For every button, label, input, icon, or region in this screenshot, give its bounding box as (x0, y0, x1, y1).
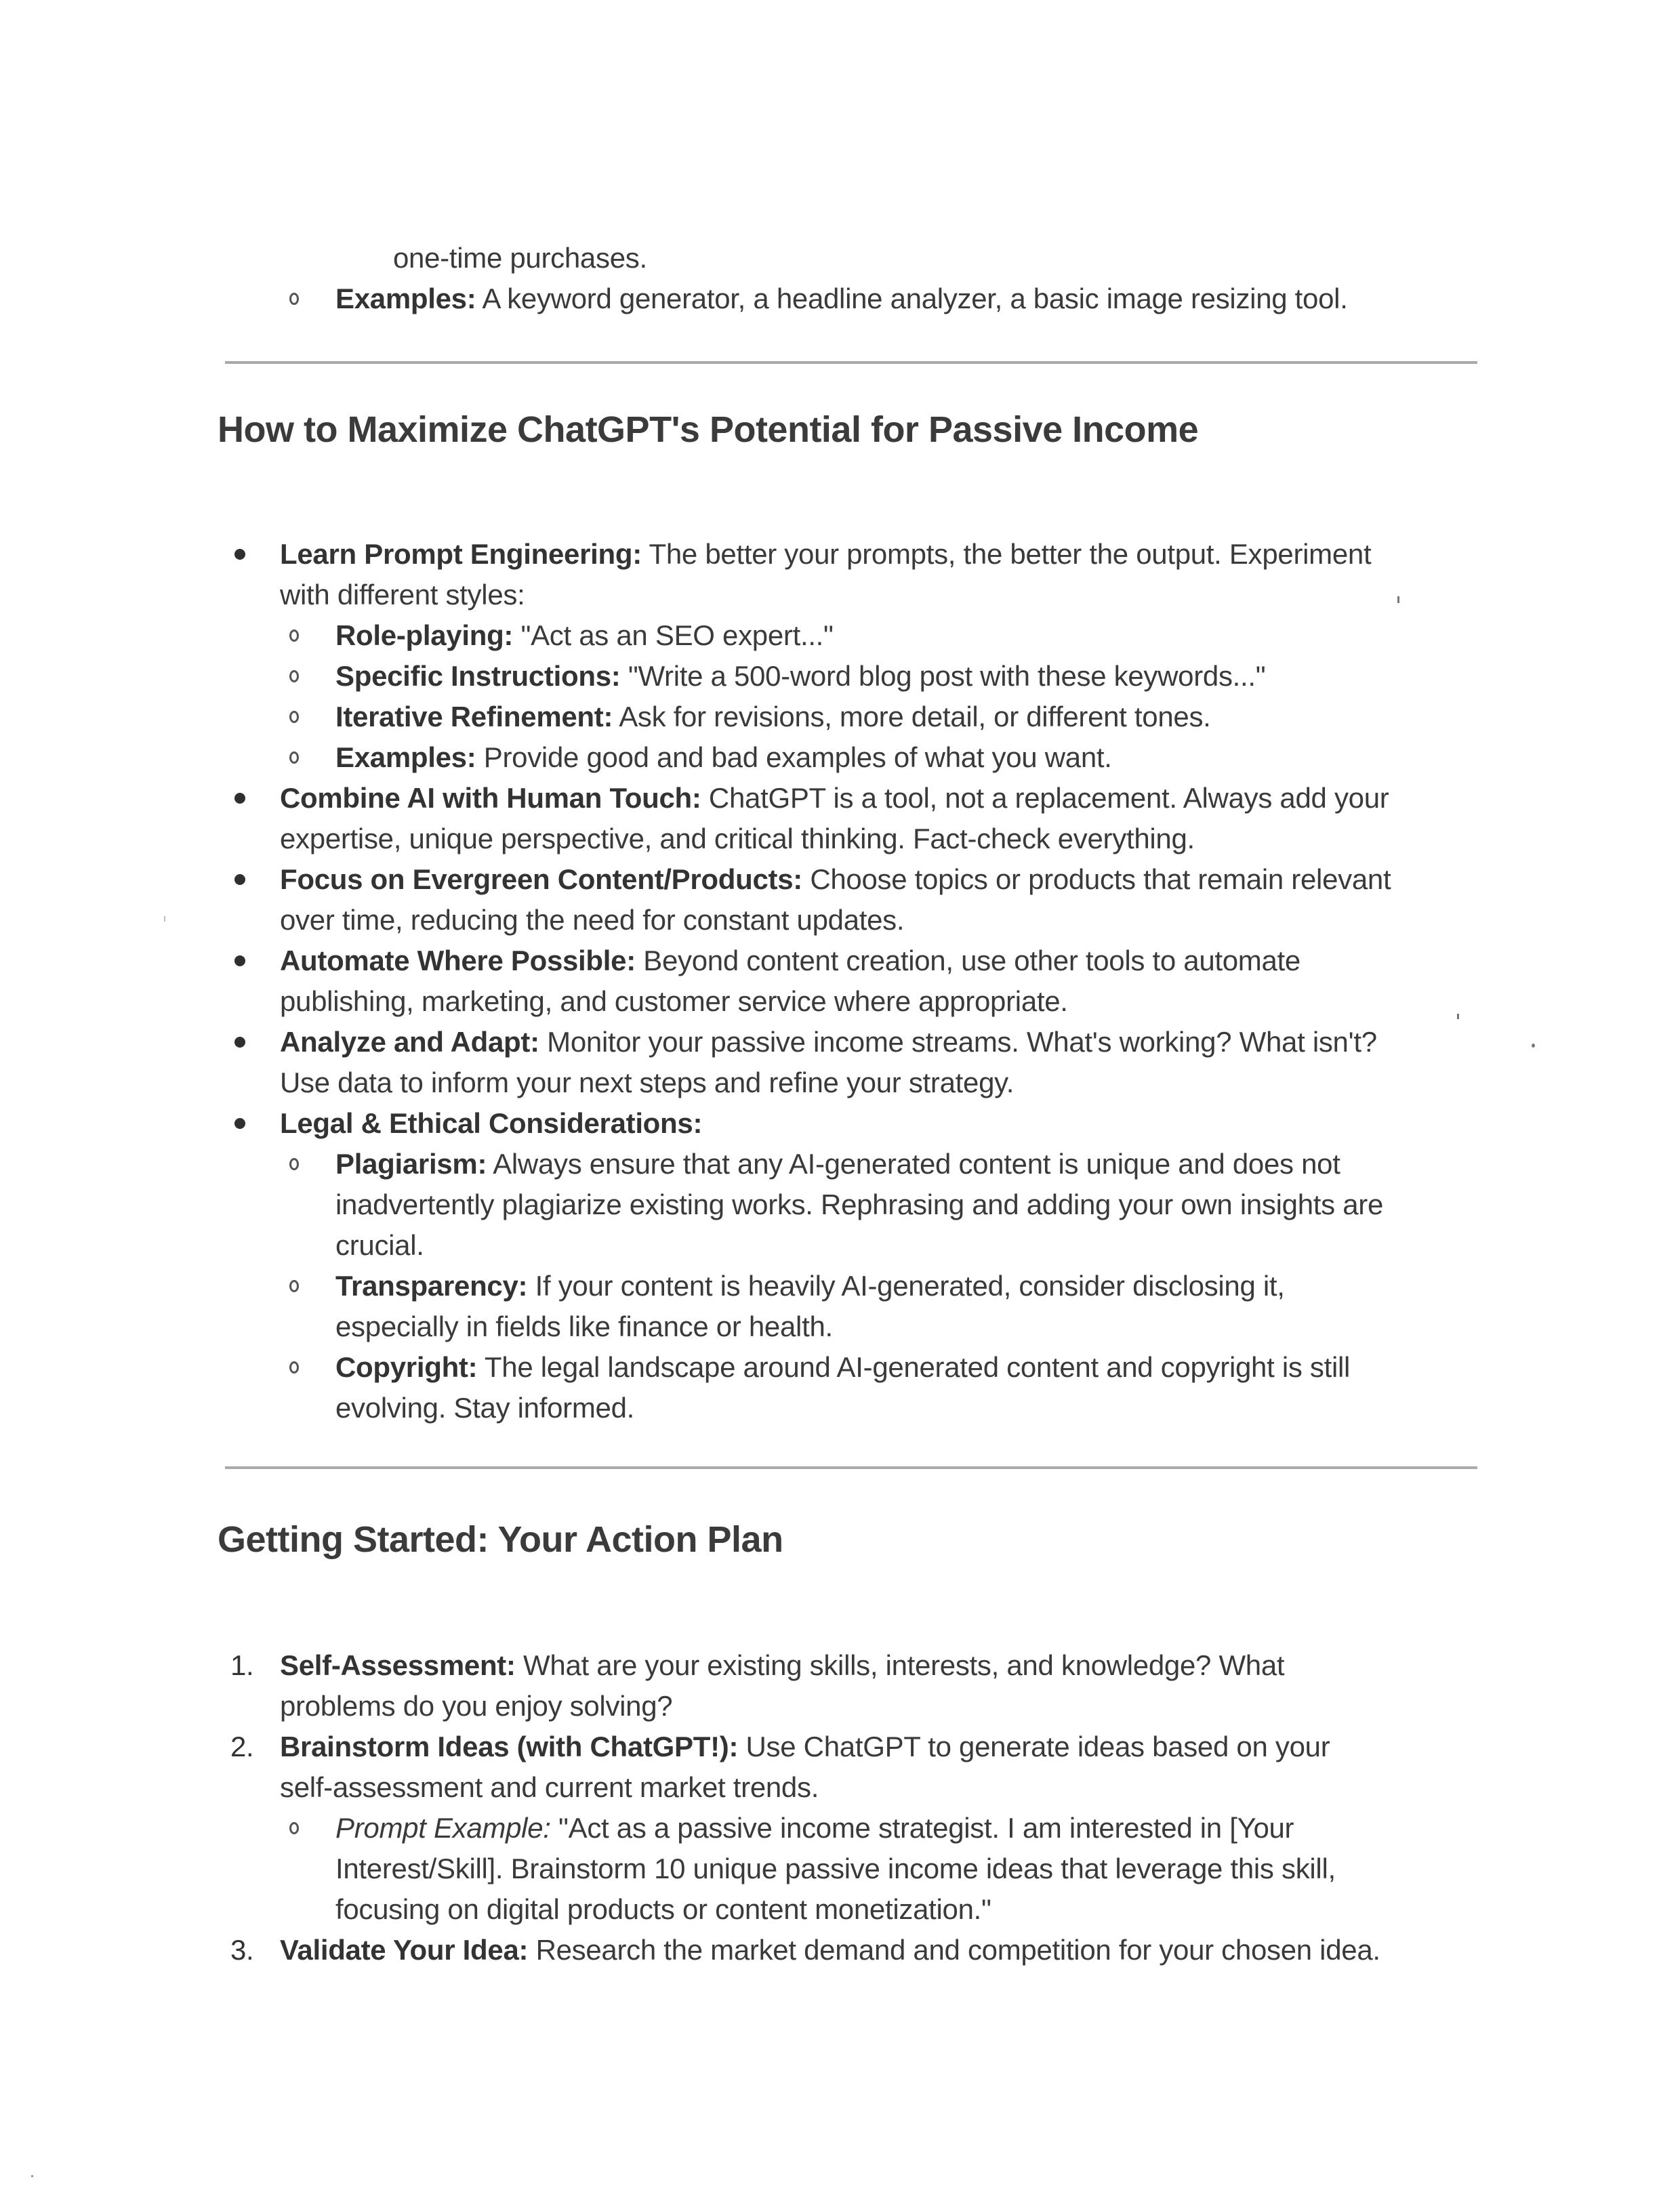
item-label: Prompt Example: (335, 1812, 551, 1844)
item-text: Research the market demand and competition for your chosen idea. (528, 1934, 1380, 1966)
item-text-continuation: publishing, marketing, and customer service where appropriate. (280, 985, 1068, 1017)
item-text-continuation: crucial. (335, 1229, 424, 1261)
item-label: Analyze and Adapt: (280, 1026, 539, 1058)
item-text: A keyword generator, a headline analyzer, a basic image resizing tool. (476, 283, 1348, 314)
item-label: Focus on Evergreen Content/Products: (280, 863, 802, 895)
item-label: Specific Instructions: (335, 660, 621, 692)
item-text: What are your existing skills, interests, and knowledge? What (515, 1649, 1285, 1681)
circle-bullet-icon (289, 670, 299, 682)
item-text-continuation: self-assessment and current market trends. (280, 1771, 819, 1803)
item-text: "Act as a passive income strategist. I am interested in [Your (550, 1812, 1294, 1844)
item-text: "Act as an SEO expert..." (513, 619, 834, 651)
scan-speck (1532, 1044, 1535, 1048)
list-item (335, 1808, 1294, 1849)
item-text-continuation: Use data to inform your next steps and refine your strategy. (280, 1067, 1015, 1098)
circle-bullet-icon (289, 1361, 299, 1374)
item-label: Learn Prompt Engineering: (280, 538, 642, 570)
circle-bullet-icon (289, 293, 299, 305)
item-label: Copyright: (335, 1351, 478, 1383)
item-label: Validate Your Idea: (280, 1934, 529, 1966)
circle-bullet-icon (289, 711, 299, 723)
item-text-continuation: especially in fields like finance or health. (335, 1310, 833, 1342)
item-label: Role-playing: (335, 619, 514, 651)
horizontal-divider (225, 1466, 1477, 1469)
list-item (280, 859, 1391, 900)
list-item (280, 1645, 1284, 1686)
item-text-continuation: Interest/Skill]. Brainstorm 10 unique passive income ideas that leverage this skill, (335, 1853, 1336, 1884)
item-text: The legal landscape around AI-generated content and copyright is still (477, 1351, 1351, 1383)
item-text-continuation: evolving. Stay informed. (335, 1392, 635, 1424)
item-label: Examples: (335, 283, 476, 314)
list-item (280, 534, 1371, 575)
disc-bullet-icon (234, 793, 245, 804)
list-item (335, 737, 1112, 778)
list-item (335, 1144, 1340, 1184)
scan-speck (164, 916, 165, 922)
list-item (280, 778, 1389, 819)
item-text-continuation: expertise, unique perspective, and critical thinking. Fact-check everything. (280, 823, 1195, 854)
step-number: 3. (230, 1934, 254, 1966)
item-label: Iterative Refinement: (335, 701, 613, 732)
item-text-continuation: focusing on digital products or content monetization." (335, 1893, 991, 1925)
section-heading: How to Maximize ChatGPT's Potential for Passive Income (218, 409, 1199, 450)
list-item (280, 1930, 1380, 1970)
disc-bullet-icon (234, 1037, 245, 1048)
disc-bullet-icon (234, 549, 245, 560)
item-text-continuation: over time, reducing the need for constant updates. (280, 904, 905, 936)
list-item (280, 1103, 702, 1144)
item-text: Monitor your passive income streams. What's working? What isn't? (539, 1026, 1377, 1058)
step-number: 1. (230, 1649, 254, 1681)
list-item (335, 1347, 1350, 1388)
item-label: Examples: (335, 741, 476, 773)
scan-speck (31, 2175, 33, 2177)
item-label: Plagiarism: (335, 1148, 487, 1180)
item-text-continuation: inadvertently plagiarize existing works. Rephrasing and adding your own insights are (335, 1189, 1384, 1220)
item-text: Ask for revisions, more detail, or different tones. (613, 701, 1211, 732)
item-text: The better your prompts, the better the output. Experiment (641, 538, 1372, 570)
item-text-continuation: problems do you enjoy solving? (280, 1690, 673, 1722)
list-item (335, 1266, 1285, 1306)
circle-bullet-icon (289, 1822, 299, 1834)
circle-bullet-icon (289, 1280, 299, 1292)
item-label: Combine AI with Human Touch: (280, 782, 701, 814)
item-text: Use ChatGPT to generate ideas based on your (738, 1731, 1330, 1762)
scan-speck (1457, 1014, 1459, 1019)
disc-bullet-icon (234, 1118, 245, 1129)
continuation-text: one-time purchases. (393, 242, 647, 274)
item-label: Self-Assessment: (280, 1649, 516, 1681)
disc-bullet-icon (234, 955, 245, 966)
item-text: If your content is heavily AI-generated, consider disclosing it, (527, 1270, 1285, 1302)
list-item (280, 1727, 1330, 1767)
item-text-continuation: with different styles: (280, 579, 525, 611)
disc-bullet-icon (234, 874, 245, 885)
horizontal-divider (225, 361, 1477, 364)
section-heading: Getting Started: Your Action Plan (218, 1519, 783, 1560)
step-number: 2. (230, 1731, 254, 1762)
item-text: Beyond content creation, use other tools to automate (635, 945, 1300, 976)
item-label: Transparency: (335, 1270, 528, 1302)
item-text: ChatGPT is a tool, not a replacement. Always add your (701, 782, 1389, 814)
item-text: "Write a 500-word blog post with these keywords..." (620, 660, 1266, 692)
list-item (335, 656, 1265, 697)
scan-speck (1397, 596, 1399, 603)
circle-bullet-icon (289, 751, 299, 764)
list-item (280, 941, 1300, 981)
item-label: Automate Where Possible: (280, 945, 636, 976)
list-item (280, 1022, 1377, 1062)
item-label: Brainstorm Ideas (with ChatGPT!): (280, 1731, 739, 1762)
list-item (335, 278, 1348, 319)
list-item (335, 697, 1211, 737)
list-item (335, 615, 834, 656)
circle-bullet-icon (289, 1158, 299, 1170)
item-label: Legal & Ethical Considerations: (280, 1107, 703, 1139)
item-text: Always ensure that any AI-generated content is unique and does not (487, 1148, 1340, 1180)
item-text: Provide good and bad examples of what you want. (476, 741, 1112, 773)
item-text: Choose topics or products that remain relevant (802, 863, 1391, 895)
circle-bullet-icon (289, 629, 299, 642)
